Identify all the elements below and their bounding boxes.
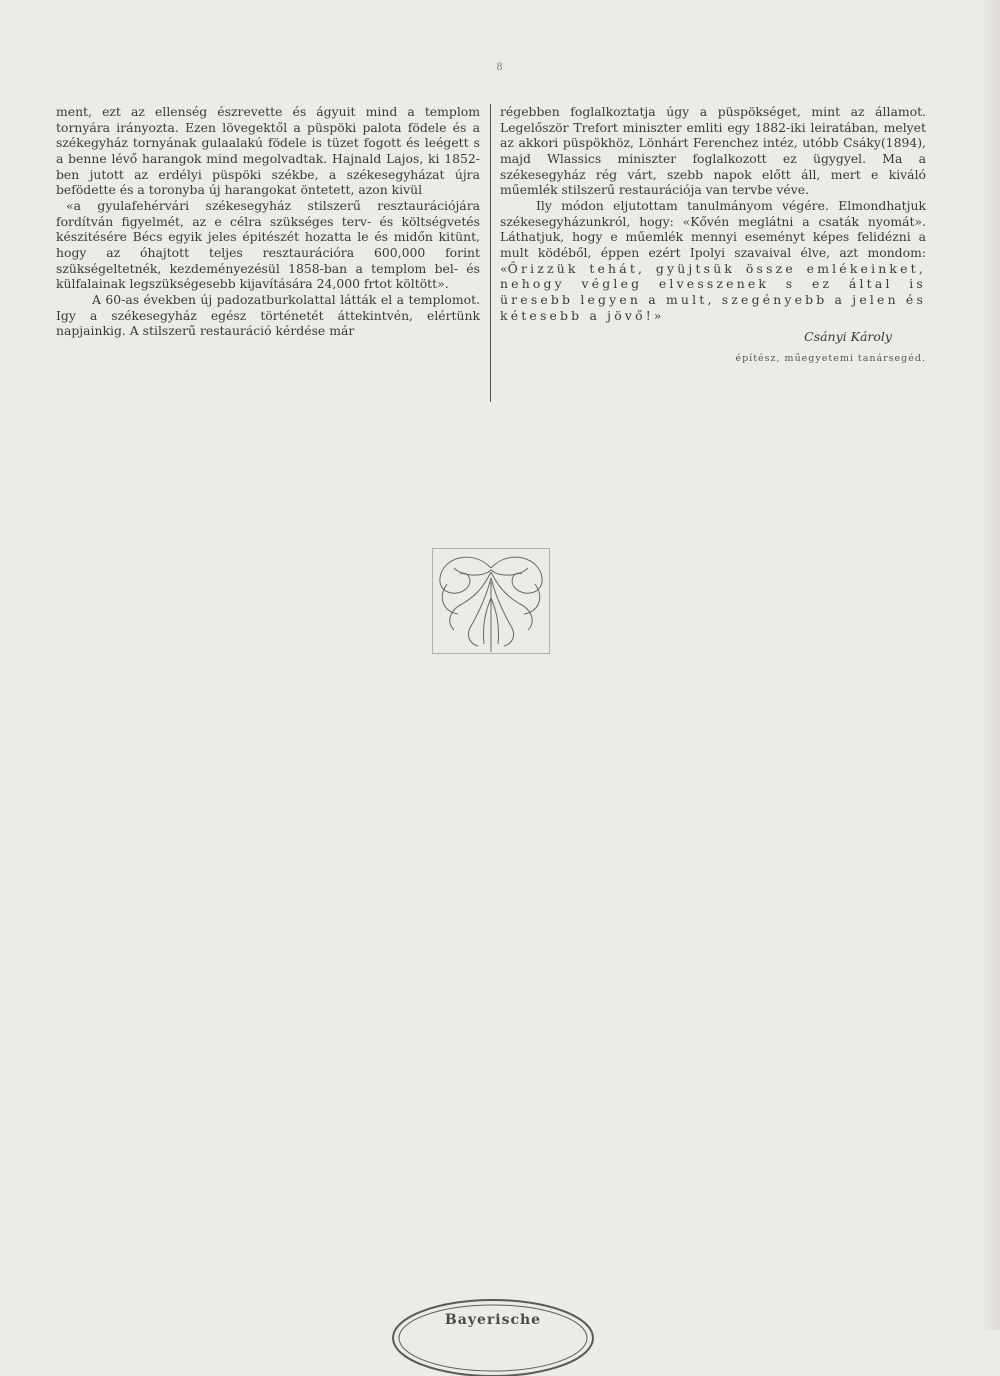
page-number: 8 — [496, 62, 504, 73]
decorative-ornament-icon — [432, 548, 550, 654]
library-stamp-text: Bayerische — [444, 1312, 542, 1328]
page-edge-shadow — [982, 0, 1000, 1330]
left-paragraph-1: ment, ezt az ellenség észrevette és ágyuit mind a templom tornyára irányozta. Ezen lövegektől a püspöki palota födele és a székegyház tornyának gulaalakú födele is tüzet fogott és leégett s a benne lévő harangok mind megolvadtak. Hajnald Lajos, ki 1852-ben jutott az erdélyi püspöki székbe, a székesegyházat újra befödette és a toronyba új harangokat öntetett, azon kivül — [56, 104, 480, 198]
closing-lead-text: Ily módon eljutottam tanulmányom végére. Elmondhatjuk székesegyházunkról, hogy: «Kővén meglátni a csaták nyomát». Láthatjuk, hogy e műemlék mennyi eseményt képes felidézni a mult ködéből, éppen ezért Ipolyi szavaival élve, azt mondom: « — [500, 197, 926, 276]
closing-quote-spaced: Őrizzük tehát, gyüjtsük össze emlékeinket, nehogy végleg elvesszenek s ez által is üresebb legyen a mult, szegényebb a jelen és kétesebb a jövő! — [500, 260, 926, 323]
right-paragraph-1: régebben foglalkoztatja úgy a püspökséget, mint az államot. Legelőször Trefort miniszter emliti egy 1882-iki leiratában, melyet az akkori püspökhöz, Lönhárt Ferenchez intéz, utóbb Csáky(1894), majd Wlassics miniszter foglalkozott ez ügygyel. Ma a székesegyház rég várt, szebb napok előtt áll, mert e kiváló műemlék stilszerű restaurációja van tervbe véve. — [500, 104, 926, 198]
right-paragraph-2 — [500, 198, 926, 323]
author-signature: Csányi Károly — [804, 329, 892, 345]
library-stamp-icon — [388, 1296, 598, 1376]
left-paragraph-quote: «a gyulafehérvári székesegyház stilszerű resztaurációjára fordítván figyelmét, az e célra szükséges terv- és költségvetés készitésére Bécs egyik jeles épitészét hozatta le és midőn kitünt, hogy az óhajtott teljes resztaurációra 600,000 forint szükségeltetnék, kezdeményezésül 1858-ban a templom bel- és külfalainak legszükségesebb kijavítására 24,000 frtot költött». — [56, 197, 480, 292]
author-title: építész, műegyetemi tanársegéd. — [735, 352, 926, 364]
left-column — [56, 104, 480, 339]
left-paragraph-3: A 60-as években új padozatburkolattal látták el a templomot. Igy a székesegyház egész történetét áttekintvén, elértünk napjainkig. A stilszerű restauráció kérdése már — [56, 291, 480, 339]
right-column — [500, 104, 926, 367]
column-divider — [490, 104, 491, 402]
closing-quote-mark: » — [653, 307, 662, 323]
